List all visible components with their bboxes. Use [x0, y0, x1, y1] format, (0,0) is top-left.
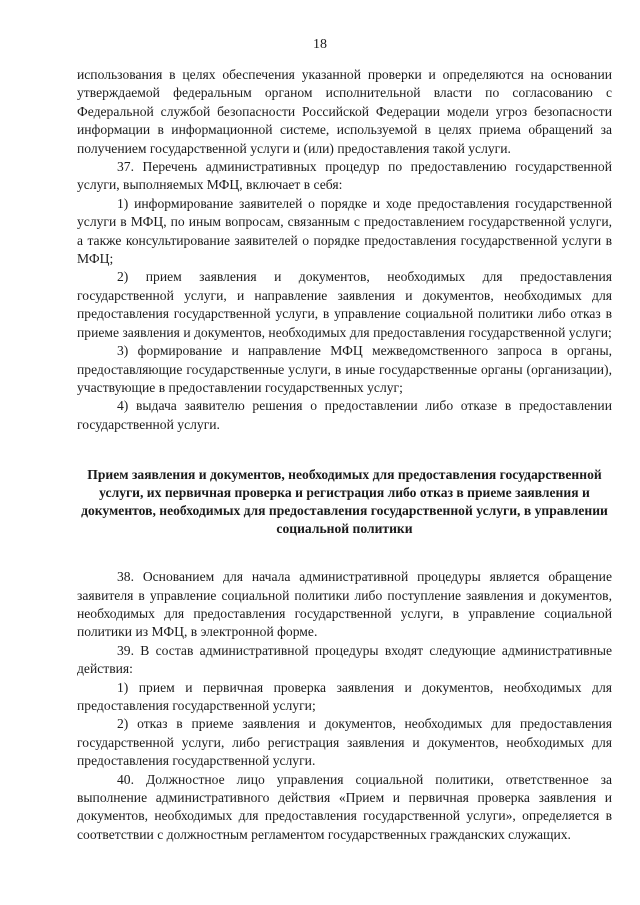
paragraph-38: 38. Основанием для начала административной процедуры является обращение заявителя в управление социальной политики либо поступление заявления и документов, необходимых для предоставления государственной услуги, в управление социальной политики из МФЦ, в электронной форме. [77, 569, 612, 640]
list-item-37-2: 2) прием заявления и документов, необходимых для предоставления государственной услуги, и направление заявления и документов, необходимых для предоставления государственной услуги, в управление социальной политики либо отказ в приеме заявления и документов, необходимых для предоставления государственной услуги; [77, 269, 612, 340]
paragraph-39: 39. В состав административной процедуры входят следующие административные действия: [77, 642, 612, 677]
list-item-39-1: 1) прием и первичная проверка заявления и документов, необходимых для предоставления государственной услуги; [77, 679, 612, 713]
list-item-37-3: 3) формирование и направление МФЦ межведомственного запроса в органы, предоставляющие государственные услуги, в иные государственные органы (организации), участвующие в предоставлении государственных услуг; [77, 343, 612, 395]
list-item-37-4: 4) выдача заявителю решения о предоставлении либо отказе в предоставлении государственной услуги. [77, 398, 612, 432]
paragraph-40: 40. Должностное лицо управления социальной политики, ответственное за выполнение административного действия «Прием и первичная проверка заявления и документов, необходимых для предоставления государственной услуги», определяется в соответствии с должностным регламентом государственных гражданских служащих. [77, 771, 612, 842]
page-content [77, 66, 612, 844]
page-number: 18 [313, 37, 327, 52]
list-item-39-2: 2) отказ в приеме заявления и документов, необходимых для предоставления государственной услуги, либо регистрация заявления и документов, необходимых для предоставления государственной услуги. [77, 716, 612, 769]
paragraph-continuation: использования в целях обеспечения указанной проверки и определяются на основании утверждаемой федеральным органом исполнительной власти по согласованию с Федеральной службой безопасности Российской Федерации модели угроз безопасности информации в информационной системе, используемой в целях приема обращений за получением государственной услуги и (или) предоставления такой услуги. [77, 67, 612, 156]
section-heading: Прием заявления и документов, необходимых для предоставления государственной услуги, их первичная проверка и регистрация либо отказ в приеме заявления и документов, необходимых для предоставления государственной услуги, в управлении социальной политики [81, 467, 608, 537]
list-item-37-1: 1) информирование заявителей о порядке и ходе предоставления государственной услуги в МФЦ, по иным вопросам, связанным с предоставлением государственной услуги, а также консультирование заявителей о порядке предоставления государственной услуги в МФЦ; [77, 195, 612, 267]
paragraph-37: 37. Перечень административных процедур по предоставлению государственной услуги, выполняемых МФЦ, включает в себя: [77, 159, 612, 193]
